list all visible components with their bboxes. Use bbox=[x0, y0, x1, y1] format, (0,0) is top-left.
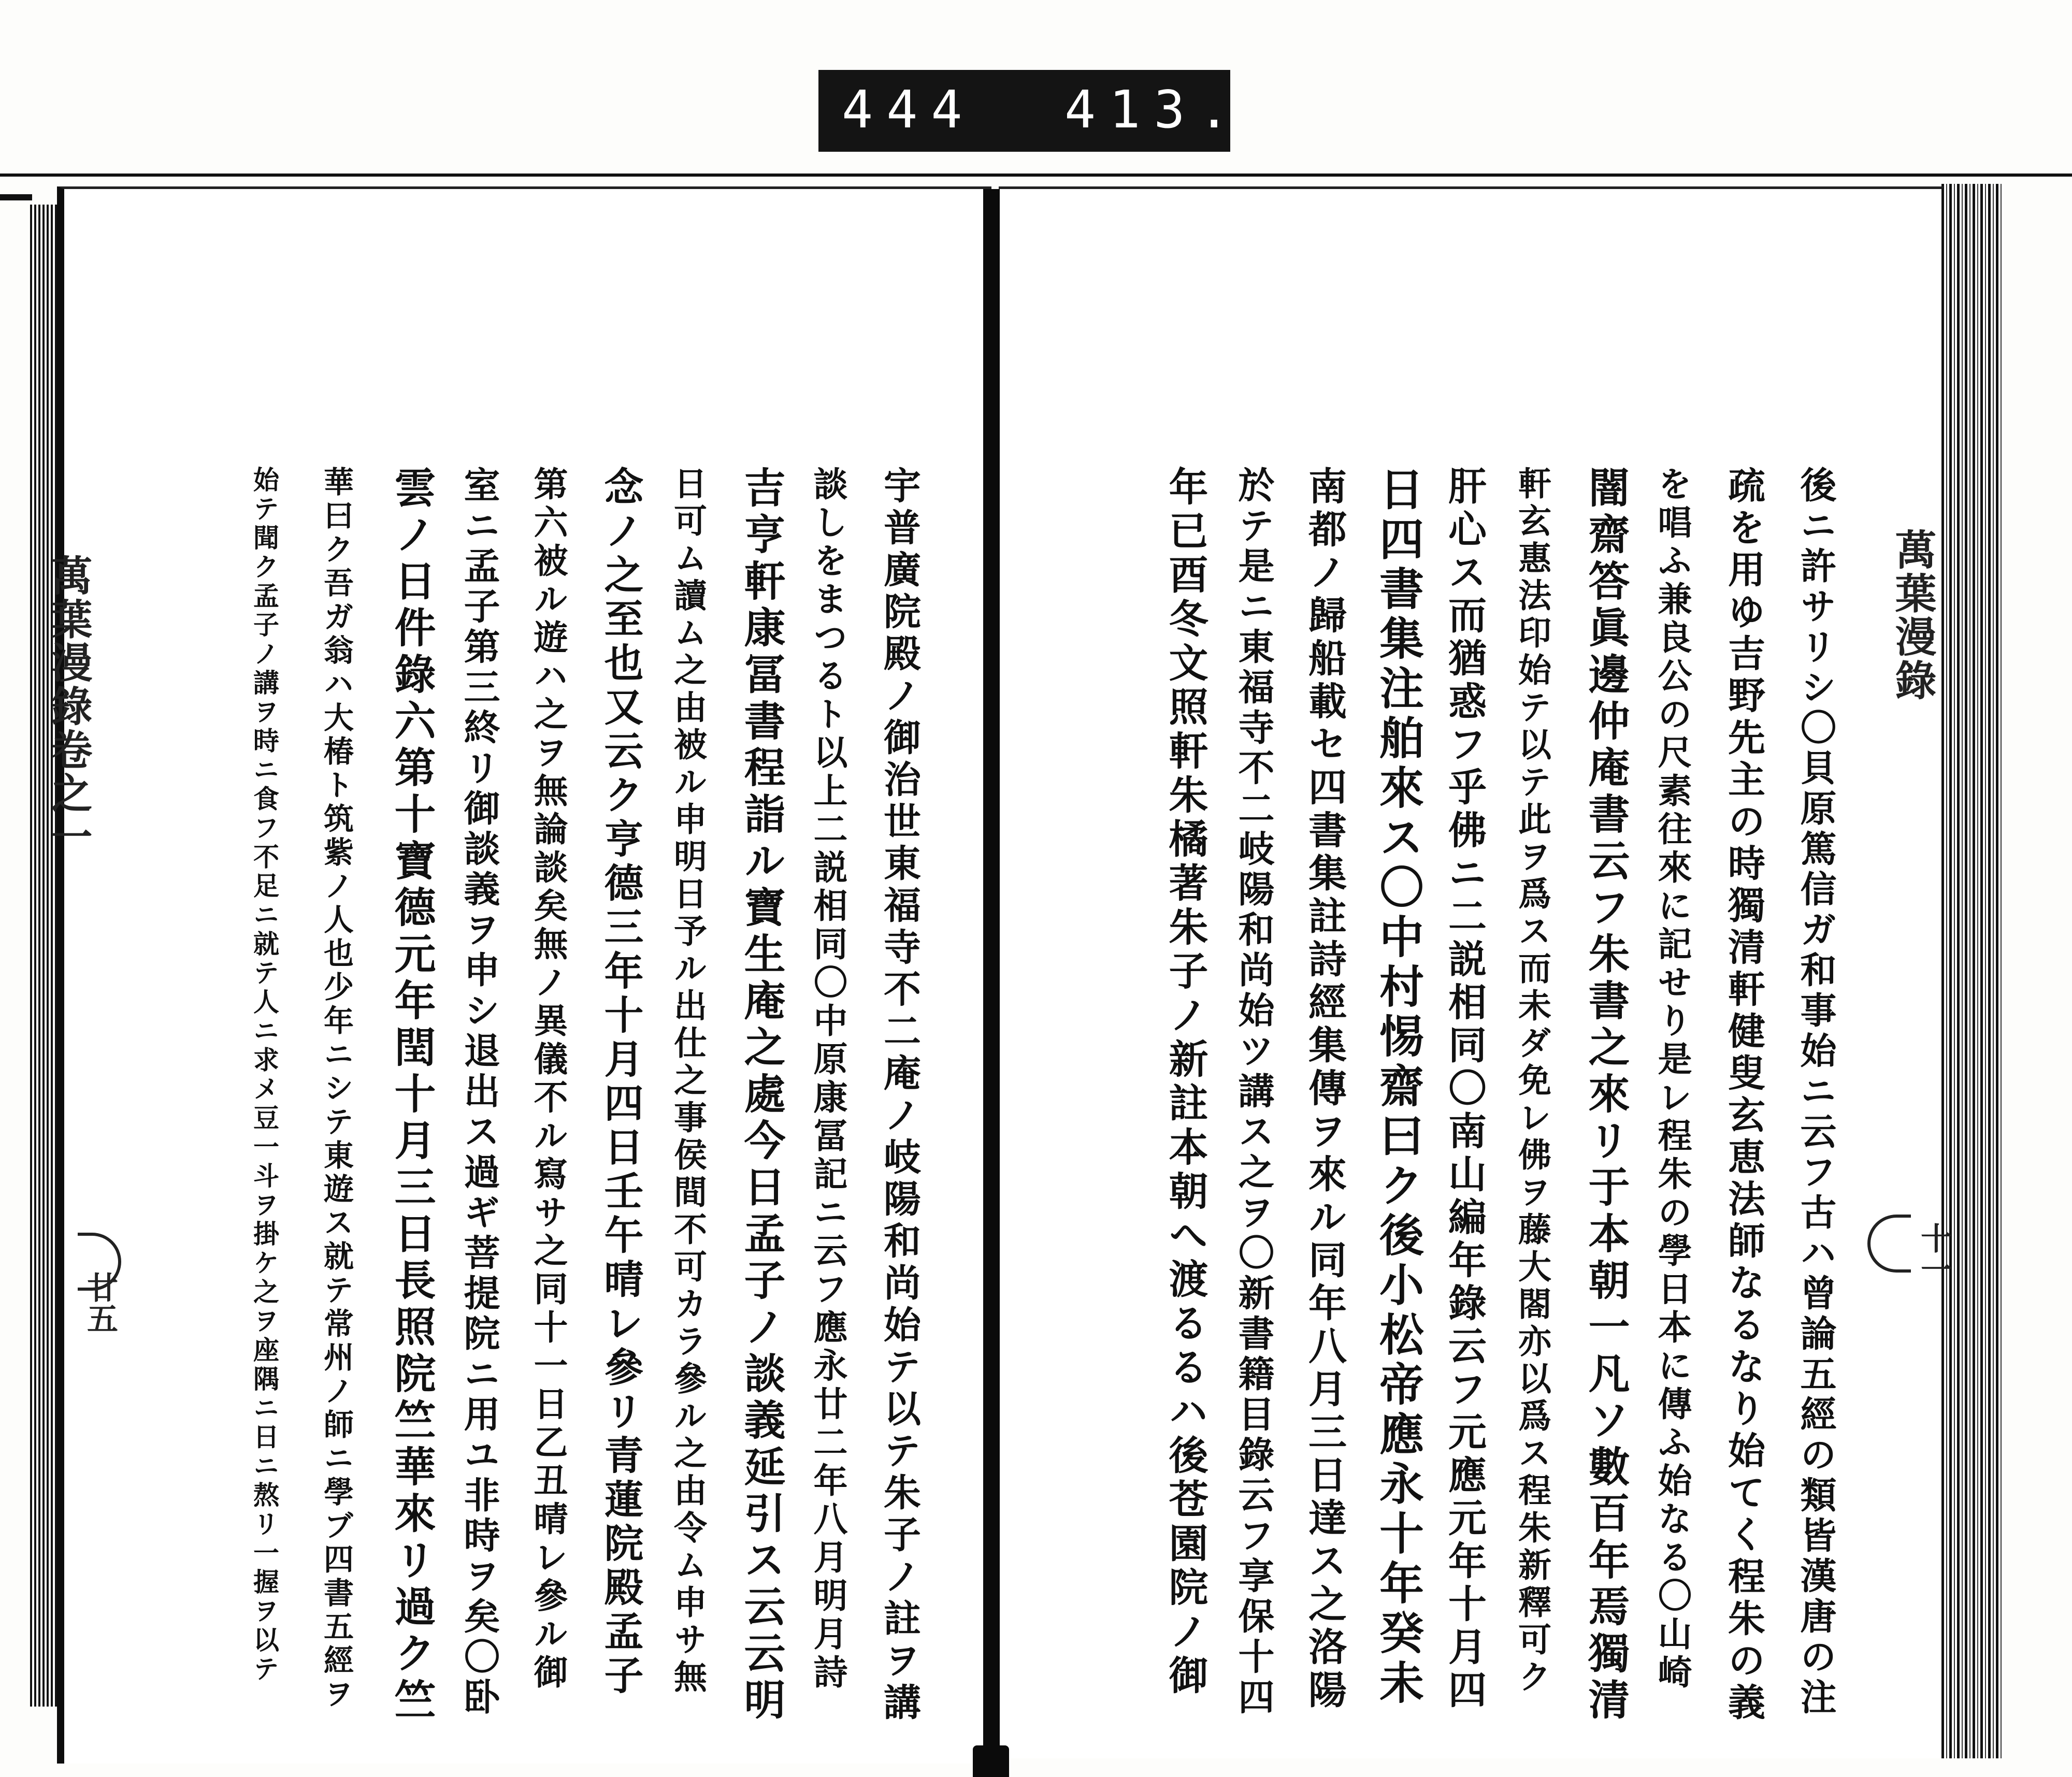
left-text-column: 始テ聞ク孟子ノ講ヲ時ニ食フ不足ニ就テ人ニ求メ豆一斗ヲ掛ケ之ヲ座隅ニ日ニ熬リ一握ヲ以テ bbox=[249, 466, 280, 1684]
left-text-column: 室ニ孟子第三終リ御談義ヲ申シ退出ス過ギ菩提院ニ用ユ非時ヲ矣〇卧 bbox=[458, 466, 501, 1718]
left-text-column: 第六被ル遊ハ之ヲ無論談矣無ノ異儀不ル寫サ之同十一日乙丑晴レ參ル御 bbox=[528, 466, 568, 1693]
spine-binding bbox=[973, 1745, 1009, 1777]
right-text-column: 疏を用ゆ吉野先主の時獨清軒健叟玄恵法師なるなり始てく程朱の義 bbox=[1722, 466, 1766, 1725]
right-margin-title: 萬葉漫錄 bbox=[1888, 528, 1937, 702]
left-edge-bar bbox=[0, 194, 32, 200]
left-page bbox=[57, 186, 991, 1764]
label-number-left: 444 bbox=[842, 79, 976, 140]
right-text-column: 日四書集注舶來ス〇中村惕齋曰ク後小松帝應永十年癸未 bbox=[1372, 466, 1424, 1709]
top-rule bbox=[0, 174, 2072, 177]
label-number-right: 413. bbox=[1064, 79, 1243, 140]
right-text-column: 後ニ許サリシ〇貝原篤信ガ和事始ニ云フ古ハ曾論五經の類皆漢唐の注 bbox=[1794, 466, 1837, 1718]
right-page-edges bbox=[1941, 184, 2004, 1758]
left-page-edges bbox=[30, 205, 57, 1707]
right-text-column: 於テ是ニ東福寺不二岐陽和尚始ツ講ス之ヲ〇新書籍目錄云フ享保十四 bbox=[1232, 466, 1275, 1718]
right-text-column: 闇齋答眞邊仲庵書云フ朱書之來リ于本朝一凡ソ數百年焉獨清 bbox=[1581, 466, 1630, 1725]
book-spine bbox=[983, 189, 1000, 1777]
left-margin-title: 萬葉漫錄卷之一 bbox=[44, 554, 93, 859]
right-text-column: 軒玄惠法印始テ以テ此ヲ爲ス而未ダ免レ佛ヲ藤大閤亦以爲ス程朱新釋可ク bbox=[1513, 466, 1551, 1697]
right-text-column: を唱ふ兼良公の尺素往來に記せり是レ程朱の學日本に傳ふ始なる〇山崎 bbox=[1652, 466, 1692, 1693]
right-text-column: 年已酉冬文照軒朱橘著朱子ノ新註本朝へ渡るるハ後苍園院ノ御 bbox=[1162, 466, 1208, 1699]
right-page-number: 十一 bbox=[1916, 1222, 1952, 1284]
left-text-column: 宇普廣院殿ノ御治世東福寺不二庵ノ岐陽和尚始テ以テ朱子ノ註ヲ講 bbox=[877, 466, 922, 1725]
left-page-number: 廿五 bbox=[82, 1272, 118, 1334]
archive-label bbox=[818, 70, 1243, 152]
left-text-column: 日可ム讀ム之由被ル申明日予ル出仕之事侯間不可カラ參ル之由令ム申サ無 bbox=[668, 466, 707, 1697]
left-text-column: 念ノ之至也又云ク亨德三年十月四日壬午晴レ參リ青蓮院殿孟子 bbox=[598, 466, 644, 1699]
left-text-column: 華曰ク吾ガ翁ハ大椿ト筑紫ノ人也少年ニシテ東遊ス就テ常州ノ師ニ學ブ四書五經ヲ bbox=[319, 466, 354, 1712]
left-text-column: 雲ノ日件錄六第十寶德元年閏十月三日長照院竺華來リ過ク竺 bbox=[387, 466, 436, 1725]
right-text-column: 南都ノ歸船載セ四書集註詩經集傳ヲ來ル同年八月三日達ス之洛陽 bbox=[1302, 466, 1347, 1713]
right-text-column: 肝心ス而猶惑フ乎佛ニ二説相同〇南山編年錄云フ元應元年十月四 bbox=[1442, 466, 1487, 1713]
left-text-column: 吉亨軒康冨書程詣ル寶生庵之處今日孟子ノ談義延引ス云云明 bbox=[737, 466, 786, 1725]
left-text-column: 談しをまつるト以上二説相同〇中原康冨記ニ云フ應永廿二年八月明月詩 bbox=[808, 466, 848, 1693]
